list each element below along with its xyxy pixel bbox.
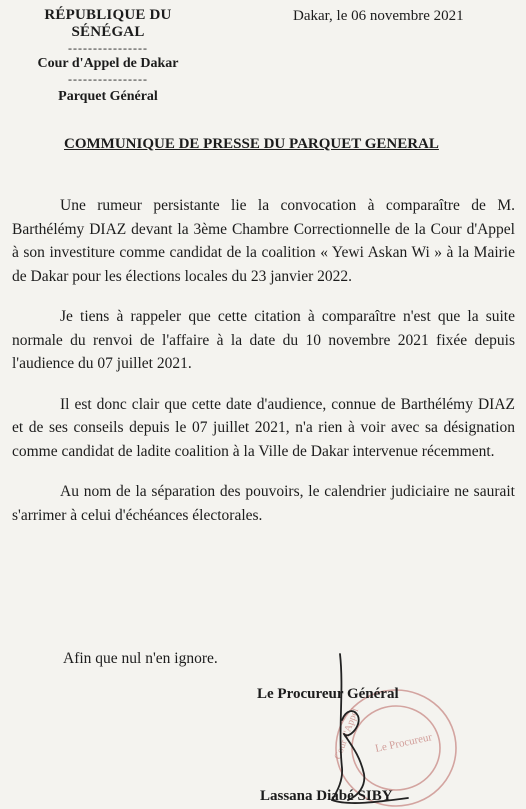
court-name: Cour d'Appel de Dakar xyxy=(37,56,179,71)
closing-line: Afin que nul n'en ignore. xyxy=(63,650,218,667)
document-body xyxy=(12,194,515,544)
office-name: Parquet Général xyxy=(58,89,158,104)
paragraph-4: Au nom de la séparation des pouvoirs, le calendrier judiciaire ne saurait s'arrimer à celui d'échéances électorales. xyxy=(12,483,515,524)
stamp-text-outer: Cour d'Appel xyxy=(332,706,362,762)
header-separator-2: ---------------- xyxy=(68,72,148,86)
letterhead xyxy=(8,7,208,105)
paragraph-1: Une rumeur persistante lie la convocation à comparaître de M. Barthélémy DIAZ devant la 3ème Chambre Correctionnelle de la Cour d'Appel à son investiture comme candidat de la coalition « Yewi Askan Wi » à la Mairie de Dakar pour les élections locales du 23 janvier 2022. xyxy=(12,197,515,285)
paragraph-3: Il est donc clair que cette date d'audience, connue de Barthélémy DIAZ et de ses conseils depuis le 07 juillet 2021, n'a rien à voir avec sa désignation comme candidat de ladite coalition à la Ville de Dakar intervenue récemment. xyxy=(12,395,515,460)
document-date: Dakar, le 06 novembre 2021 xyxy=(293,8,464,24)
signatory-name: Lassana Diabé SIBY xyxy=(260,788,393,804)
official-stamp xyxy=(318,650,458,809)
signatory-title: Le Procureur Général xyxy=(257,686,399,702)
country-name: RÉPUBLIQUE DU SÉNÉGAL xyxy=(44,7,172,40)
document-title: COMMUNIQUE DE PRESSE DU PARQUET GENERAL xyxy=(64,136,439,152)
paragraph-2: Je tiens à rappeler que cette citation à comparaître n'est que la suite normale du renvoi de l'affaire à la date du 10 novembre 2021 fixée depuis l'audience du 07 juillet 2021. xyxy=(12,308,515,372)
header-separator-1: ---------------- xyxy=(68,41,148,55)
stamp-text-inner: Le Procureur xyxy=(374,731,434,755)
